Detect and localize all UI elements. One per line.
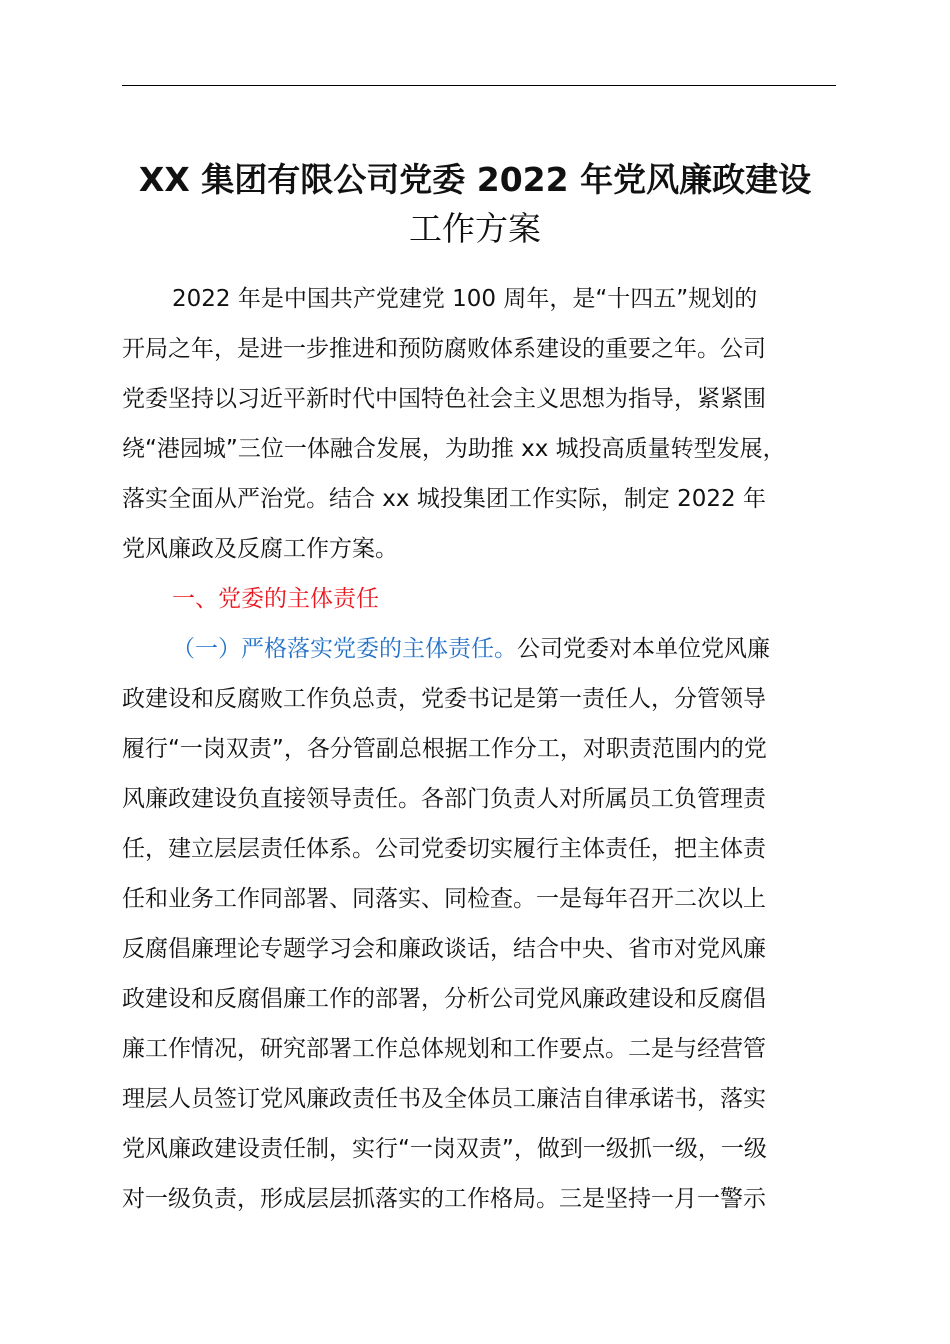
body-line: 任，建立层层责任体系。公司党委切实履行主体责任，把主体责	[122, 836, 766, 862]
body-line: 对一级负责，形成层层抓落实的工作格局。三是坚持一月一警示	[122, 1186, 766, 1212]
document-title-line-2: 工作方案	[409, 209, 541, 248]
intro-line: 党风廉政及反腐工作方案。	[122, 536, 398, 562]
body-line: 理层人员签订党风廉政责任书及全体员工廉洁自律承诺书，落实	[122, 1086, 766, 1112]
section-heading: 一、党委的主体责任	[172, 586, 379, 612]
body-line: 履行“一岗双责”，各分管副总根据工作分工，对职责范围内的党	[122, 736, 767, 762]
subsection-first-line	[172, 634, 770, 664]
intro-line: 绕“港园城”三位一体融合发展，为助推 xx 城投高质量转型发展，	[122, 436, 786, 462]
intro-line: 2022 年是中国共产党建党 100 周年，是“十四五”规划的	[172, 286, 758, 312]
body-line: 反腐倡廉理论专题学习会和廉政谈话，结合中央、省市对党风廉	[122, 936, 766, 962]
subsection-heading: （一）严格落实党委的主体责任。	[172, 636, 517, 662]
body-line: 任和业务工作同部署、同落实、同检查。一是每年召开二次以上	[122, 886, 766, 912]
intro-line: 开局之年，是进一步推进和预防腐败体系建设的重要之年。公司	[122, 336, 766, 362]
body-line: 风廉政建设负直接领导责任。各部门负责人对所属员工负管理责	[122, 786, 766, 812]
intro-line: 落实全面从严治党。结合 xx 城投集团工作实际，制定 2022 年	[122, 486, 766, 512]
body-line: 政建设和反腐倡廉工作的部署，分析公司党风廉政建设和反腐倡	[122, 986, 766, 1012]
body-line: 政建设和反腐败工作负总责，党委书记是第一责任人，分管领导	[122, 686, 766, 712]
document-title-line-1: XX 集团有限公司党委 2022 年党风廉政建设	[138, 160, 812, 199]
intro-line: 党委坚持以习近平新时代中国特色社会主义思想为指导，紧紧围	[122, 386, 766, 412]
header-rule	[122, 85, 836, 86]
body-line: 廉工作情况，研究部署工作总体规划和工作要点。二是与经营管	[122, 1036, 766, 1062]
body-line: 党风廉政建设责任制，实行“一岗双责”，做到一级抓一级，一级	[122, 1136, 767, 1162]
subsection-first-line-text: 公司党委对本单位党风廉	[517, 636, 770, 662]
